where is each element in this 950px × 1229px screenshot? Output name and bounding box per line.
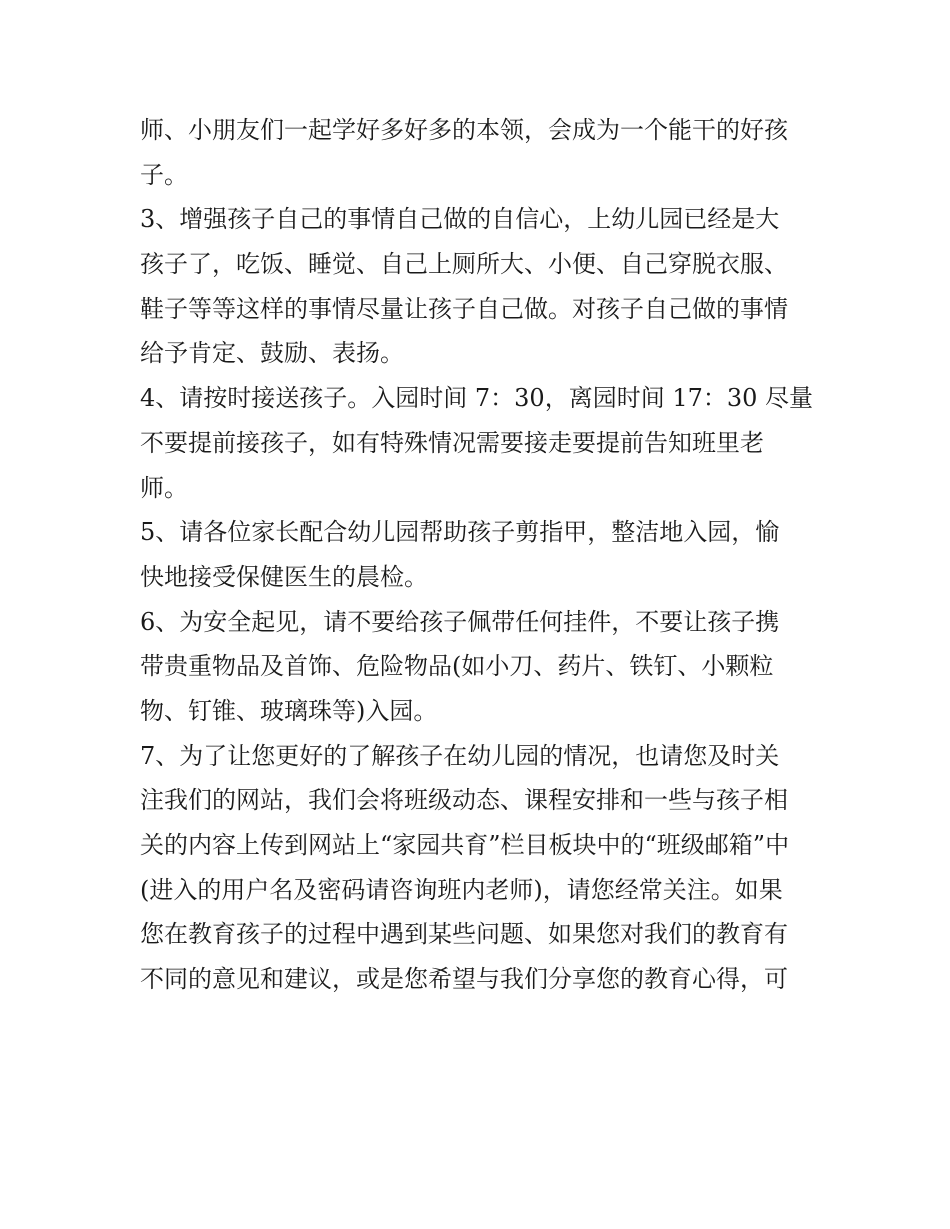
paragraph-item-4 bbox=[140, 376, 820, 510]
paragraph-item-6 bbox=[140, 600, 820, 734]
text-line: 不同的意见和建议，或是您希望与我们分享您的教育心得，可 bbox=[140, 965, 788, 994]
text-line: 鞋子等等这样的事情尽量让孩子自己做。对孩子自己做的事情 bbox=[140, 294, 788, 323]
paragraph-item-5 bbox=[140, 510, 820, 599]
text-line: 4、请按时接送孩子。入园时间 7：30，离园时间 17：30 尽量 bbox=[140, 384, 814, 413]
text-line: 关的内容上传到网站上“家园共育”栏目板块中的“班级邮箱”中 bbox=[140, 831, 790, 859]
text-line: 给予肯定、鼓励、表扬。 bbox=[140, 339, 404, 368]
paragraph-continuation bbox=[140, 108, 820, 197]
text-line: 快地接受保健医生的晨检。 bbox=[140, 562, 428, 591]
paragraph-item-7 bbox=[140, 734, 820, 1002]
text-line: 您在教育孩子的过程中遇到某些问题、如果您对我们的教育有 bbox=[140, 920, 788, 949]
paragraph-item-3 bbox=[140, 197, 820, 376]
text-line: 3、增强孩子自己的事情自己做的自信心，上幼儿园已经是大 bbox=[140, 205, 780, 234]
text-line: (进入的用户名及密码请咨询班内老师)，请您经常关注。如果 bbox=[140, 875, 783, 904]
text-line: 师。 bbox=[140, 473, 188, 502]
text-line: 子。 bbox=[140, 160, 188, 189]
text-line: 不要提前接孩子，如有特殊情况需要接走要提前告知班里老 bbox=[140, 428, 764, 457]
document-body bbox=[140, 108, 820, 1002]
text-line: 7、为了让您更好的了解孩子在幼儿园的情况，也请您及时关 bbox=[140, 741, 780, 770]
text-line: 带贵重物品及首饰、危险物品(如小刀、药片、铁钉、小颗粒 bbox=[140, 652, 774, 681]
text-line: 6、为安全起见，请不要给孩子佩带任何挂件，不要让孩子携 bbox=[140, 607, 780, 636]
text-line: 物、钉锥、玻璃珠等)入园。 bbox=[140, 696, 438, 725]
text-line: 5、请各位家长配合幼儿园帮助孩子剪指甲，整洁地入园，愉 bbox=[140, 518, 780, 547]
text-line: 师、小朋友们一起学好多好多的本领，会成为一个能干的好孩 bbox=[140, 116, 788, 144]
text-line: 孩子了，吃饭、睡觉、自己上厕所大、小便、自己穿脱衣服、 bbox=[140, 250, 788, 279]
text-line: 注我们的网站，我们会将班级动态、课程安排和一些与孩子相 bbox=[140, 786, 788, 815]
